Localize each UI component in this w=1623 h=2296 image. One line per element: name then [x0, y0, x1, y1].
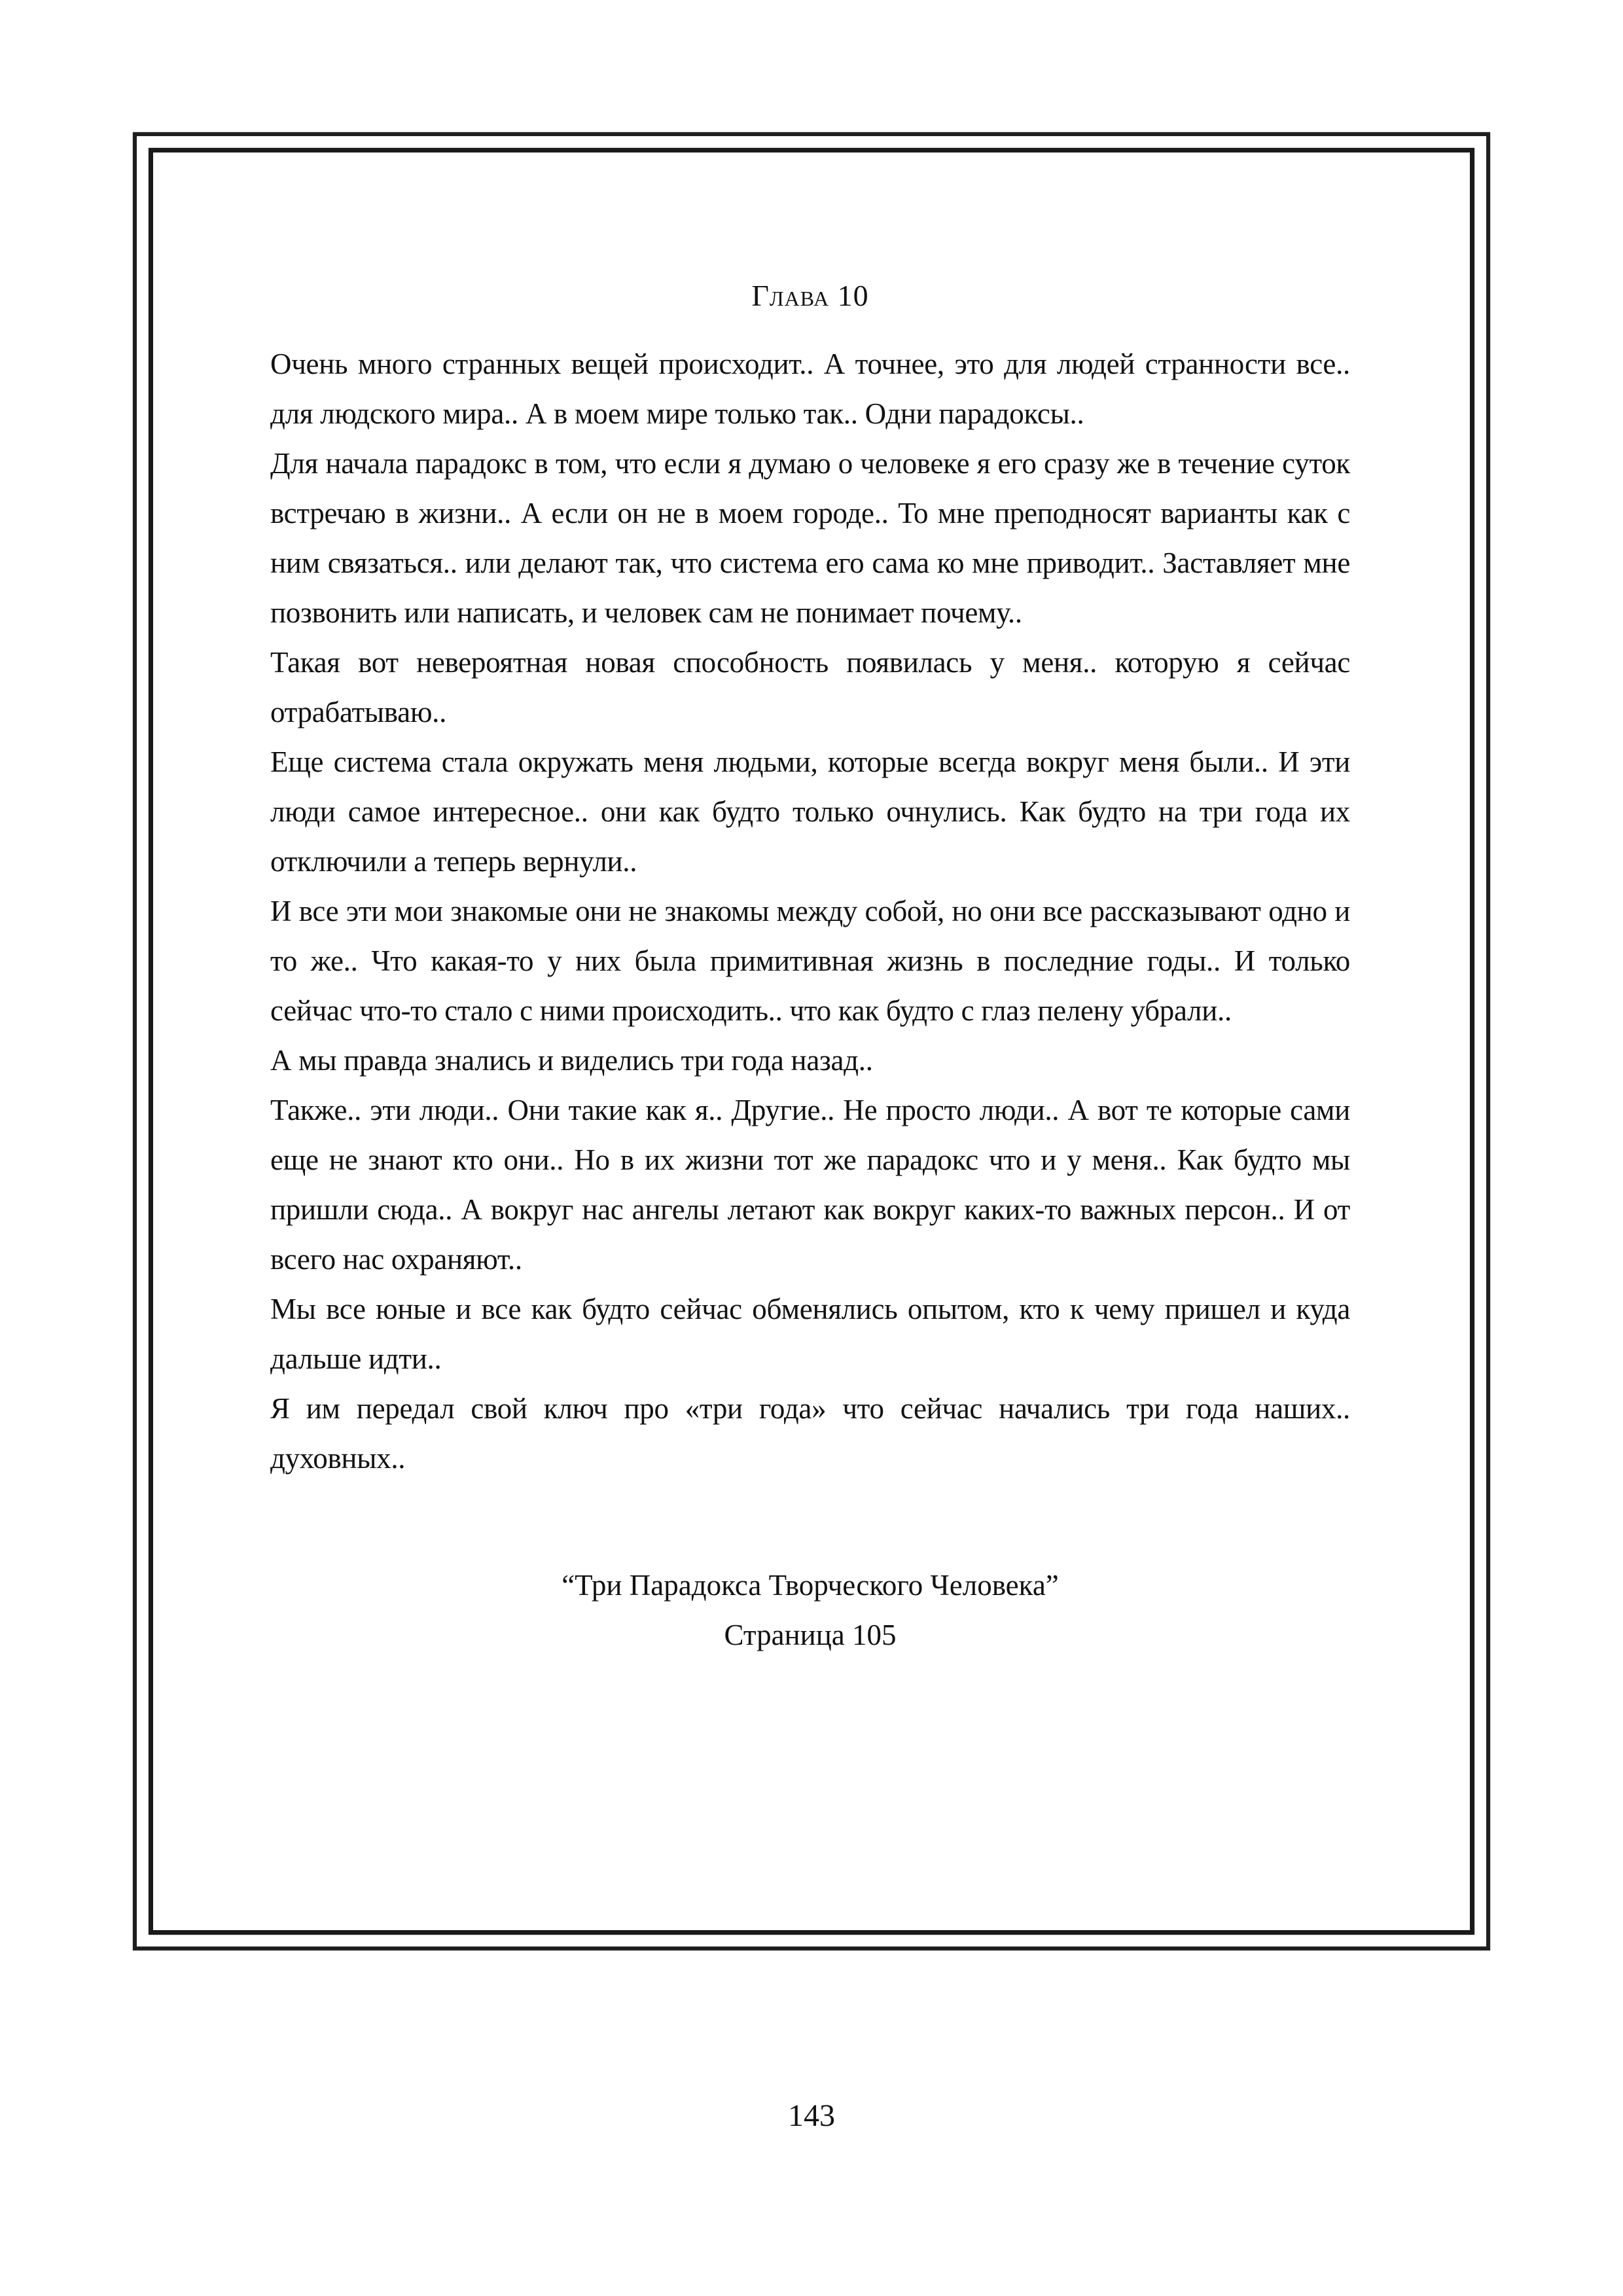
body-paragraph: Мы все юные и все как будто сейчас обменялись опытом, кто к чему пришел и куда дальше идти..: [270, 1293, 1350, 1375]
body-paragraph: А мы правда знались и виделись три года назад..: [270, 1044, 873, 1077]
body-paragraph: Такая вот невероятная новая способность появилась у меня.. которую я сейчас отрабатываю..: [270, 646, 1350, 728]
book-citation: [270, 1560, 1350, 1660]
chapter-body: [270, 339, 1350, 1483]
book-citation-title: “Три Парадокса Творческого Человека”: [562, 1569, 1059, 1602]
chapter-heading: Глава 10: [751, 279, 869, 312]
body-paragraph: Очень много странных вещей происходит.. А точнее, это для людей странности все.. для людского мира.. А в моем мире только так.. Одни парадоксы..: [270, 348, 1350, 430]
body-paragraph: Также.. эти люди.. Они такие как я.. Другие.. Не просто люди.. А вот те которые сами еще не знают кто они.. Но в их жизни тот же парадокс что и у меня.. Как будто мы пришли сюда.. А вокруг нас ангелы летают как вокруг каких-то важных персон.. И от всего нас охраняют..: [270, 1094, 1350, 1276]
body-paragraph: Для начала парадокс в том, что если я думаю о человеке я его сразу же в течение суток встречаю в жизни.. А если он не в моем городе.. То мне преподносят варианты как с ним связаться.. или делают так, что система его сама ко мне приводит.. Заставляет мне позвонить или написать, и человек сам не понимает почему..: [270, 447, 1350, 629]
book-citation-page: Страница 105: [724, 1619, 897, 1651]
body-paragraph: Еще система стала окружать меня людьми, которые всегда вокруг меня были.. И эти люди самое интересное.. они как будто только очнулись. Как будто на три года их отключили а теперь вернули..: [270, 745, 1350, 878]
body-paragraph: Я им передал свой ключ про «три года» что сейчас начались три года наших.. духовных..: [270, 1392, 1350, 1475]
page-number: 143: [788, 2098, 835, 2133]
body-paragraph: И все эти мои знакомые они не знакомы между собой, но они все рассказывают одно и то же.. Что какая-то у них была примитивная жизнь в последние годы.. И только сейчас что-то стало с ними происходить.. что как будто с глаз пелену убрали..: [270, 895, 1350, 1027]
page-content: [270, 153, 1350, 1660]
